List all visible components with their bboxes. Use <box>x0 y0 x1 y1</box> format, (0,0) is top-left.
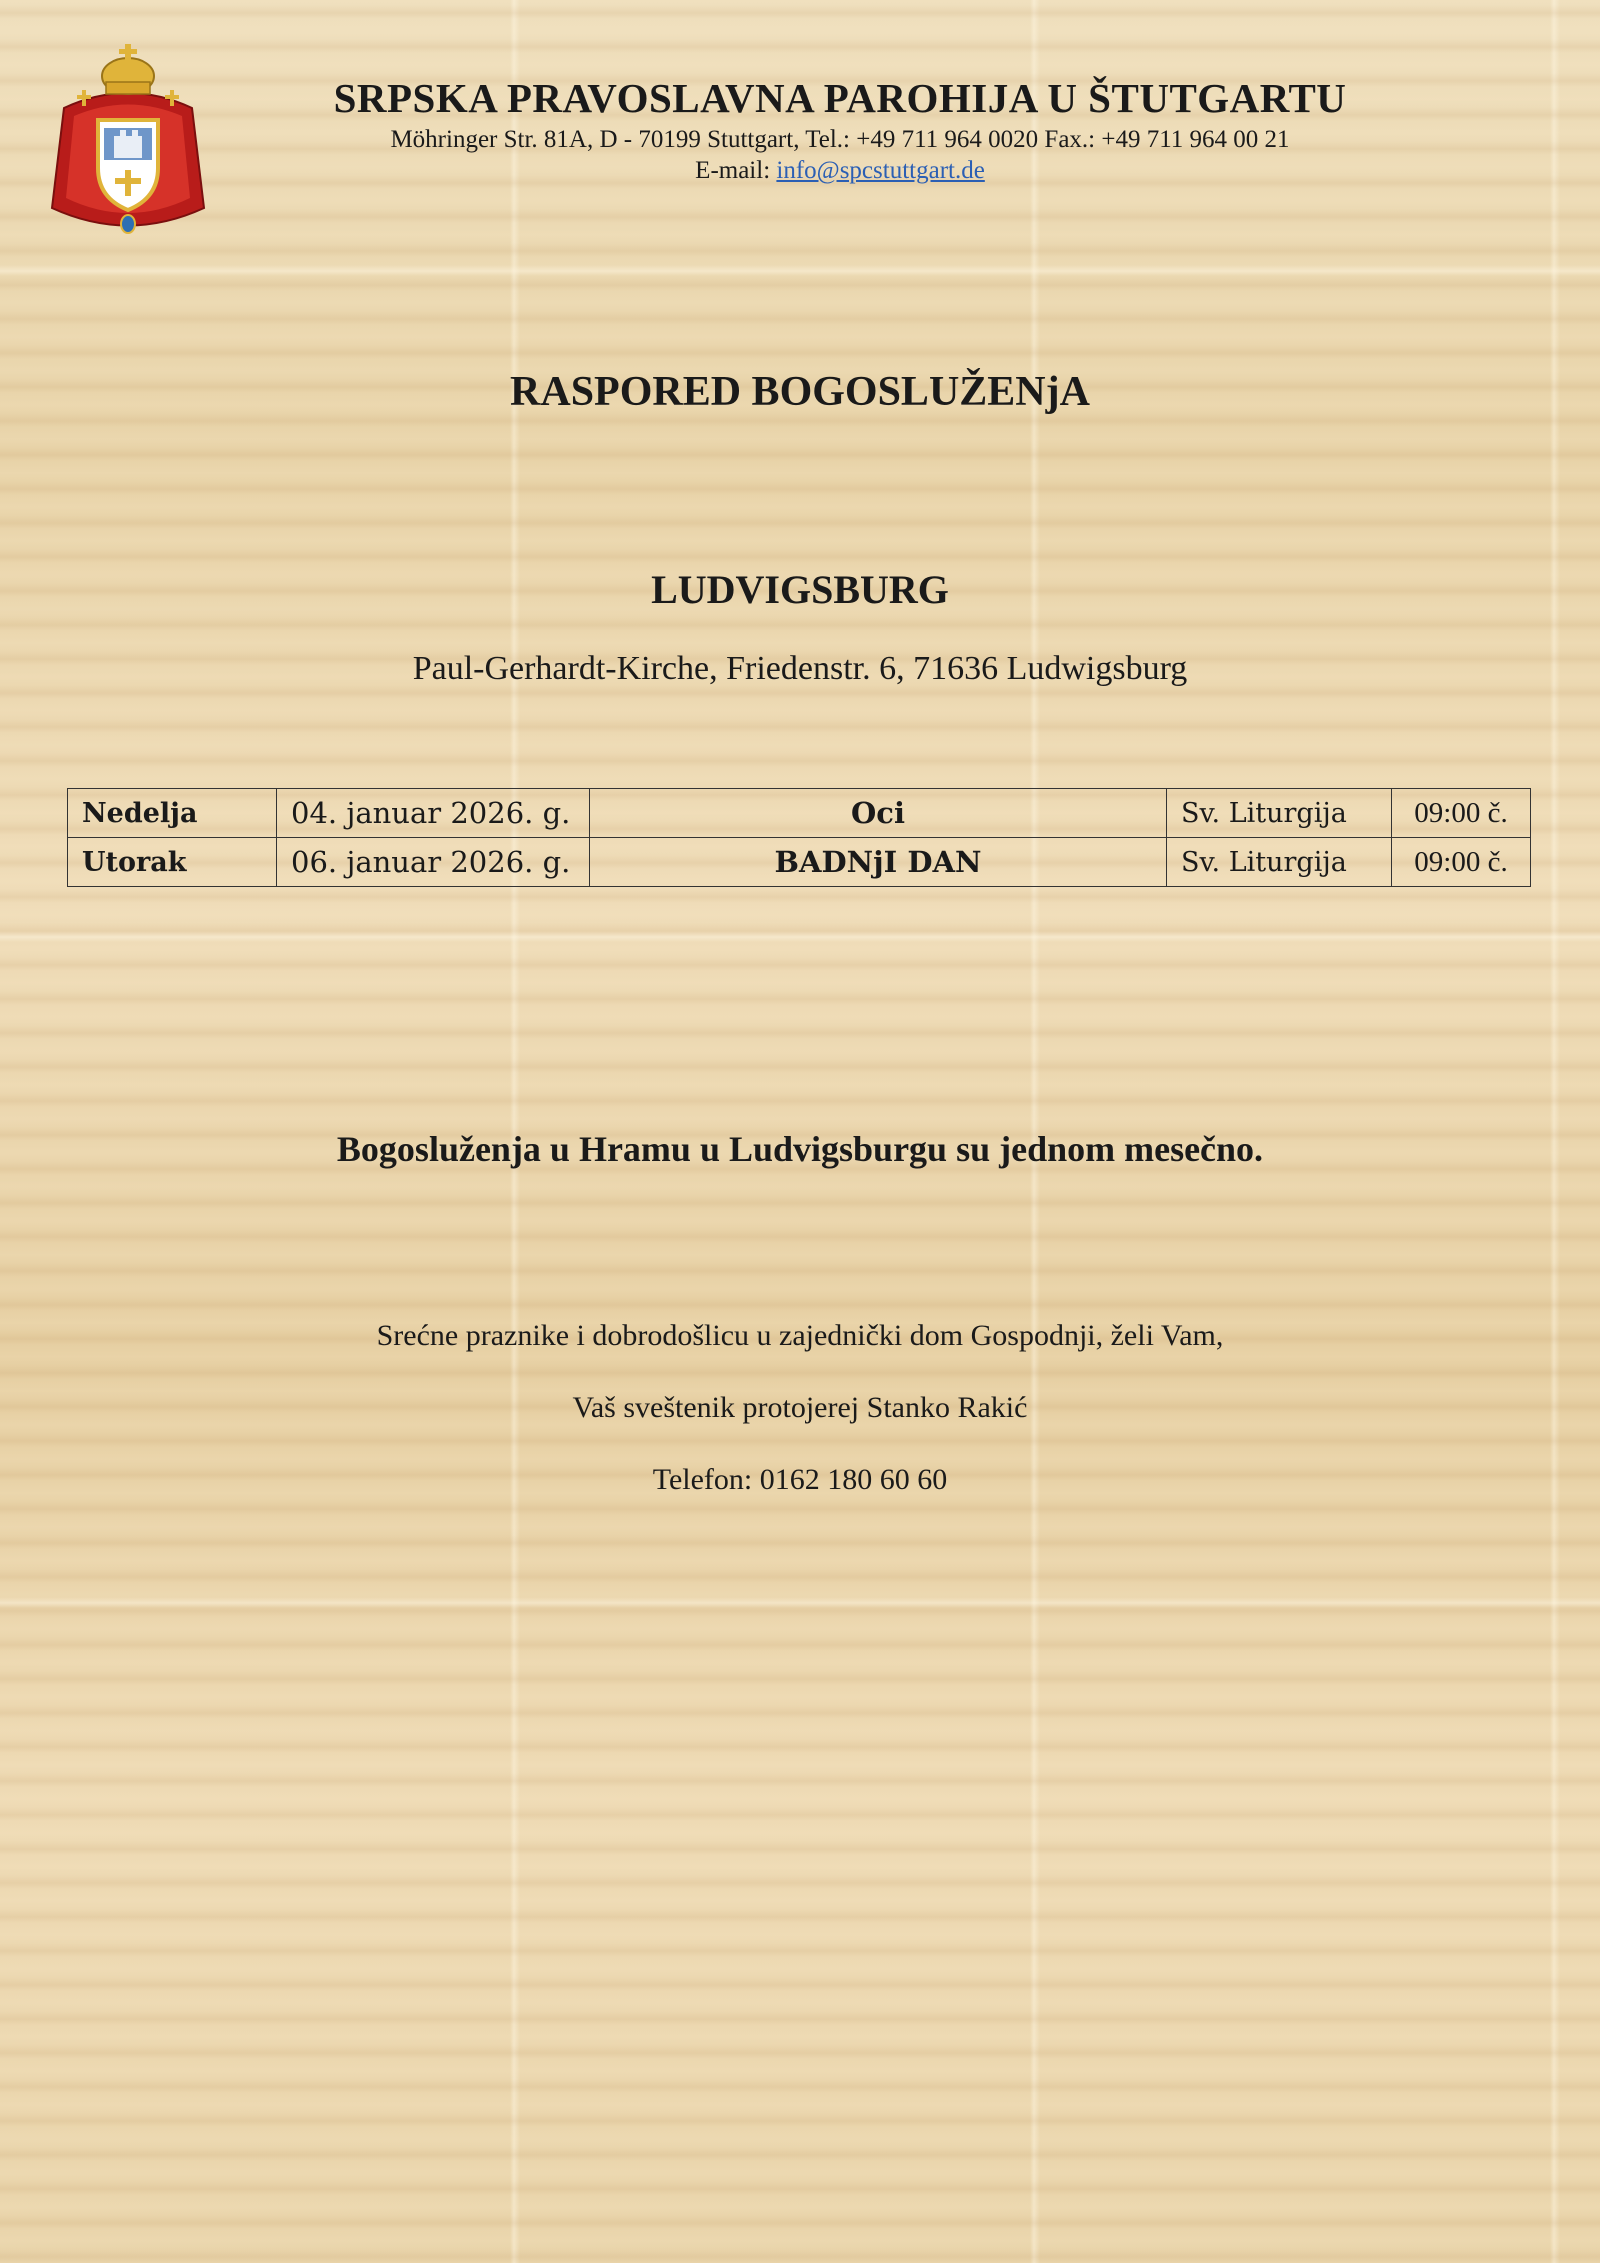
schedule-day: Utorak <box>68 838 277 887</box>
schedule-time: 09:00 č. <box>1392 789 1531 838</box>
organization-address: Möhringer Str. 81A, D - 70199 Stuttgart, Tel.: +49 711 964 0020 Fax.: +49 711 964 00 21 <box>390 126 1290 153</box>
schedule-day: Nedelja <box>68 789 277 838</box>
table-row <box>68 789 1531 838</box>
email-link[interactable]: info@spcstuttgart.de <box>776 157 985 184</box>
priest-phone: Telefon: 0162 180 60 60 <box>652 1463 948 1496</box>
table-row <box>68 838 1531 887</box>
schedule-time: 09:00 č. <box>1392 838 1531 887</box>
priest-signature: Vaš sveštenik protojerej Stanko Rakić <box>572 1391 1028 1424</box>
email-line <box>230 155 1450 186</box>
schedule-feast: BADNjI DAN <box>590 838 1167 887</box>
location-city: LUDVIGSBURG <box>651 567 949 612</box>
church-coat-of-arms-icon <box>44 38 212 238</box>
schedule-service: Sv. Liturgija <box>1167 838 1392 887</box>
schedule-date: 04. januar 2026. g. <box>277 789 590 838</box>
letterhead <box>230 72 1450 186</box>
page-title: RASPORED BOGOSLUŽENjA <box>510 369 1090 415</box>
organization-name: SRPSKA PRAVOSLAVNA PAROHIJA U ŠTUTGARTU <box>333 75 1347 121</box>
schedule-feast: Oci <box>590 789 1167 838</box>
email-label: E-mail: <box>695 157 771 184</box>
frequency-note: Bogosluženja u Hramu u Ludvigsburgu su jednom mesečno. <box>336 1129 1264 1169</box>
location-venue: Paul-Gerhardt-Kirche, Friedenstr. 6, 71636 Ludwigsburg <box>412 650 1188 687</box>
schedule-date: 06. januar 2026. g. <box>277 838 590 887</box>
closing-wishes: Srećne praznike i dobrodošlicu u zajednički dom Gospodnji, želi Vam, <box>376 1319 1224 1352</box>
service-schedule-table <box>67 788 1531 887</box>
closing-block <box>0 1318 1600 1534</box>
schedule-service: Sv. Liturgija <box>1167 789 1392 838</box>
